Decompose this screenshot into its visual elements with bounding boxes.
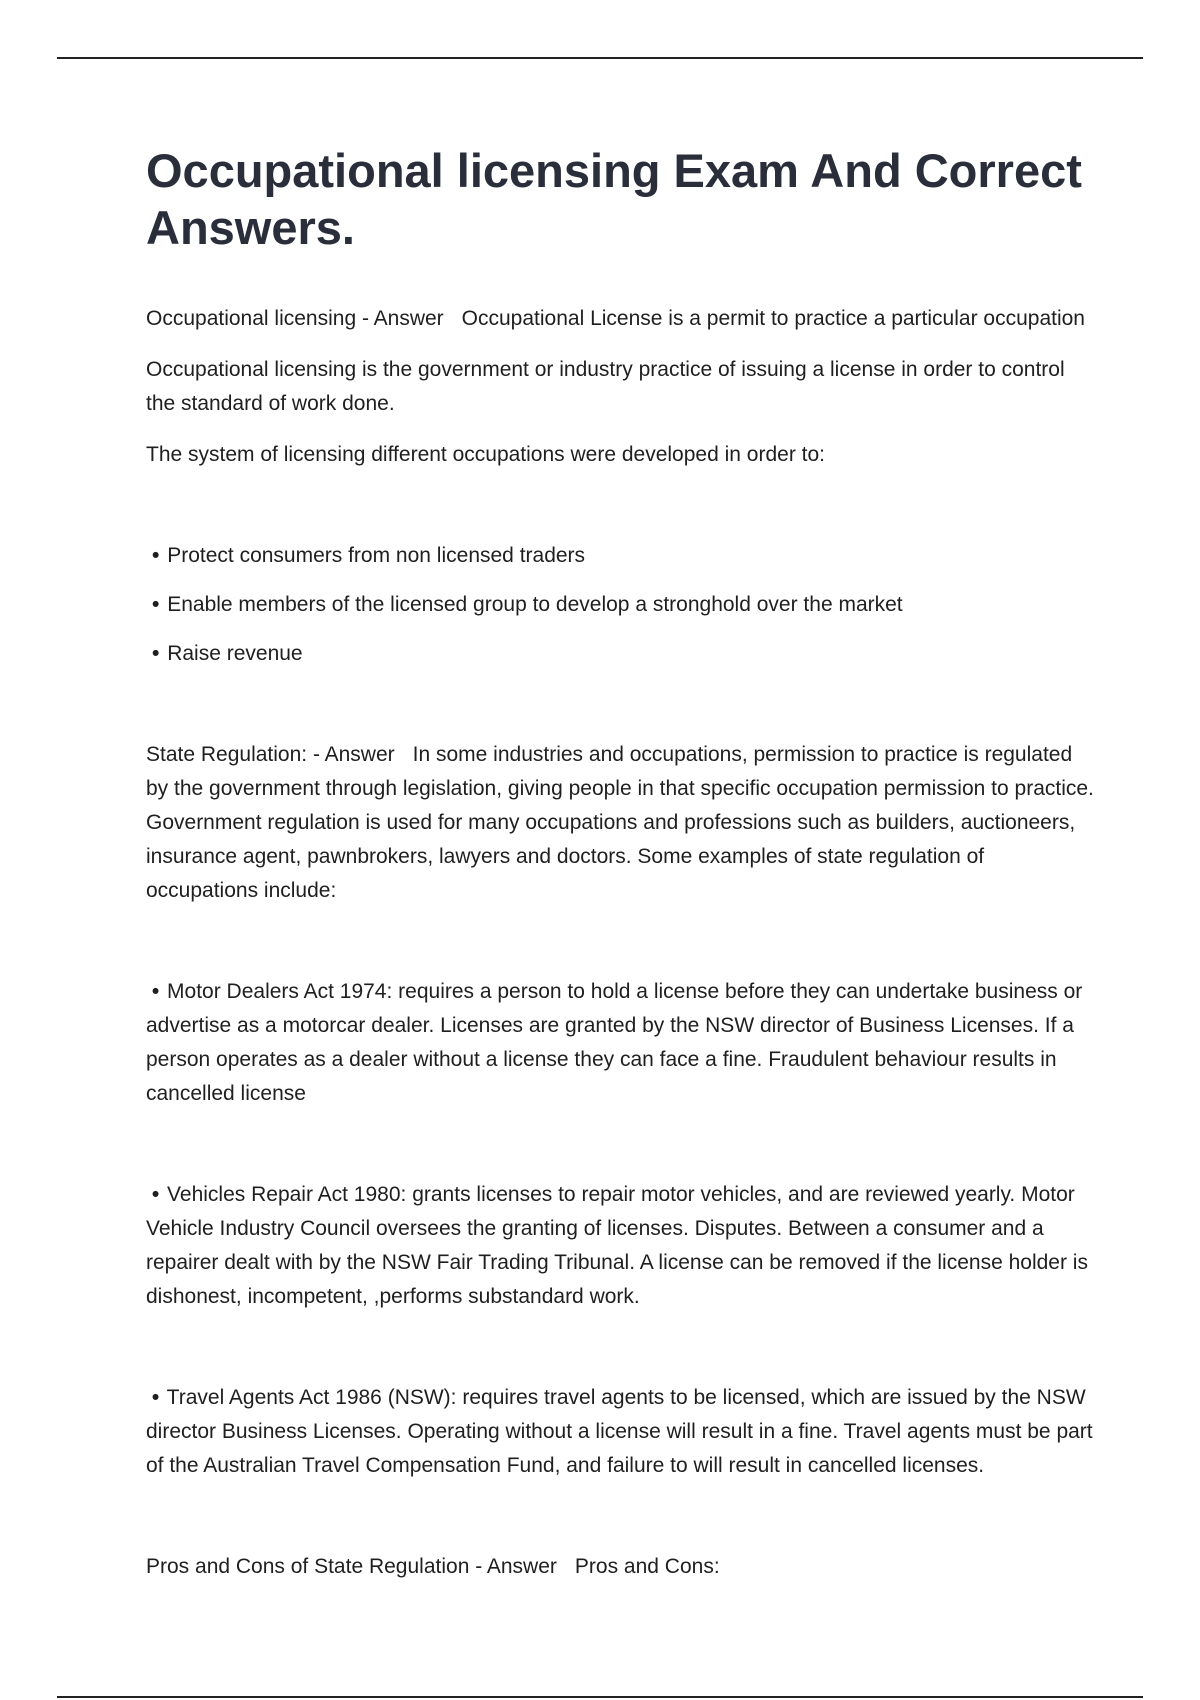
top-rule: [57, 57, 1143, 59]
question-occupational-licensing: [146, 302, 1096, 336]
bullet-icon: •: [152, 544, 160, 567]
bullet-icon: •: [152, 642, 160, 665]
example-item: • Motor Dealers Act 1974: requires a person to hold a license before they can undertake business or advertise as a motorcar dealer. Licenses are granted by the NSW director of Business Licenses. If a person operates as a dealer without a license they can face a fine. Fraudulent behaviour results in cancelled license: [146, 980, 1083, 1105]
example-item: • Vehicles Repair Act 1980: grants licenses to repair motor vehicles, and are reviewed yearly. Motor Vehicle Industry Council oversees the granting of licenses. Disputes. Between a consumer and a repairer dealt with by the NSW Fair Trading Tribunal. A license can be removed if the license holder is dishonest, incompetent, ,performs substandard work.: [146, 1183, 1088, 1308]
list-item: • Enable members of the licensed group to develop a stronghold over the market: [152, 593, 903, 616]
bullet-list: [146, 539, 1096, 671]
paragraph: Occupational licensing is the government or industry practice of issuing a license in order to control the standard of work done.: [146, 358, 1065, 415]
bullet-icon: •: [151, 1183, 160, 1206]
answer-text: Pros and Cons:: [574, 1555, 720, 1578]
document-body: [146, 142, 1096, 1584]
question-label: Occupational licensing - Answer: [146, 307, 444, 330]
example-item: • Travel Agents Act 1986 (NSW): requires travel agents to be licensed, which are issued by the NSW director Business Licenses. Operating without a license will result in a fine. Travel agents must be part of the Australian Travel Compensation Fund, and failure to will result in cancelled licenses.: [146, 1386, 1093, 1477]
page-title: Occupational licensing Exam And Correct Answers.: [146, 144, 1082, 254]
question-label: Pros and Cons of State Regulation - Answer: [146, 1555, 557, 1578]
answer-text: Occupational License is a permit to practice a particular occupation: [461, 307, 1085, 330]
question-pros-cons: [146, 1550, 1096, 1584]
bullet-icon: •: [151, 980, 160, 1003]
bullet-icon: •: [152, 593, 160, 616]
list-item: • Raise revenue: [152, 642, 303, 665]
bottom-rule: [57, 1696, 1143, 1698]
question-label: State Regulation: - Answer: [146, 743, 395, 766]
question-state-regulation: [146, 738, 1096, 908]
list-item: • Protect consumers from non licensed traders: [152, 544, 586, 567]
bullet-icon: •: [151, 1386, 160, 1409]
answer-text: In some industries and occupations, permission to practice is regulated by the government through legislation, giving people in that specific occupation permission to practice. Government regulation is used for many occupations and professions such as builders, auctioneers, insurance agent, pawnbrokers, lawyers and doctors. Some examples of state regulation of occupations include:: [146, 743, 1094, 902]
paragraph: The system of licensing different occupations were developed in order to:: [146, 443, 825, 466]
